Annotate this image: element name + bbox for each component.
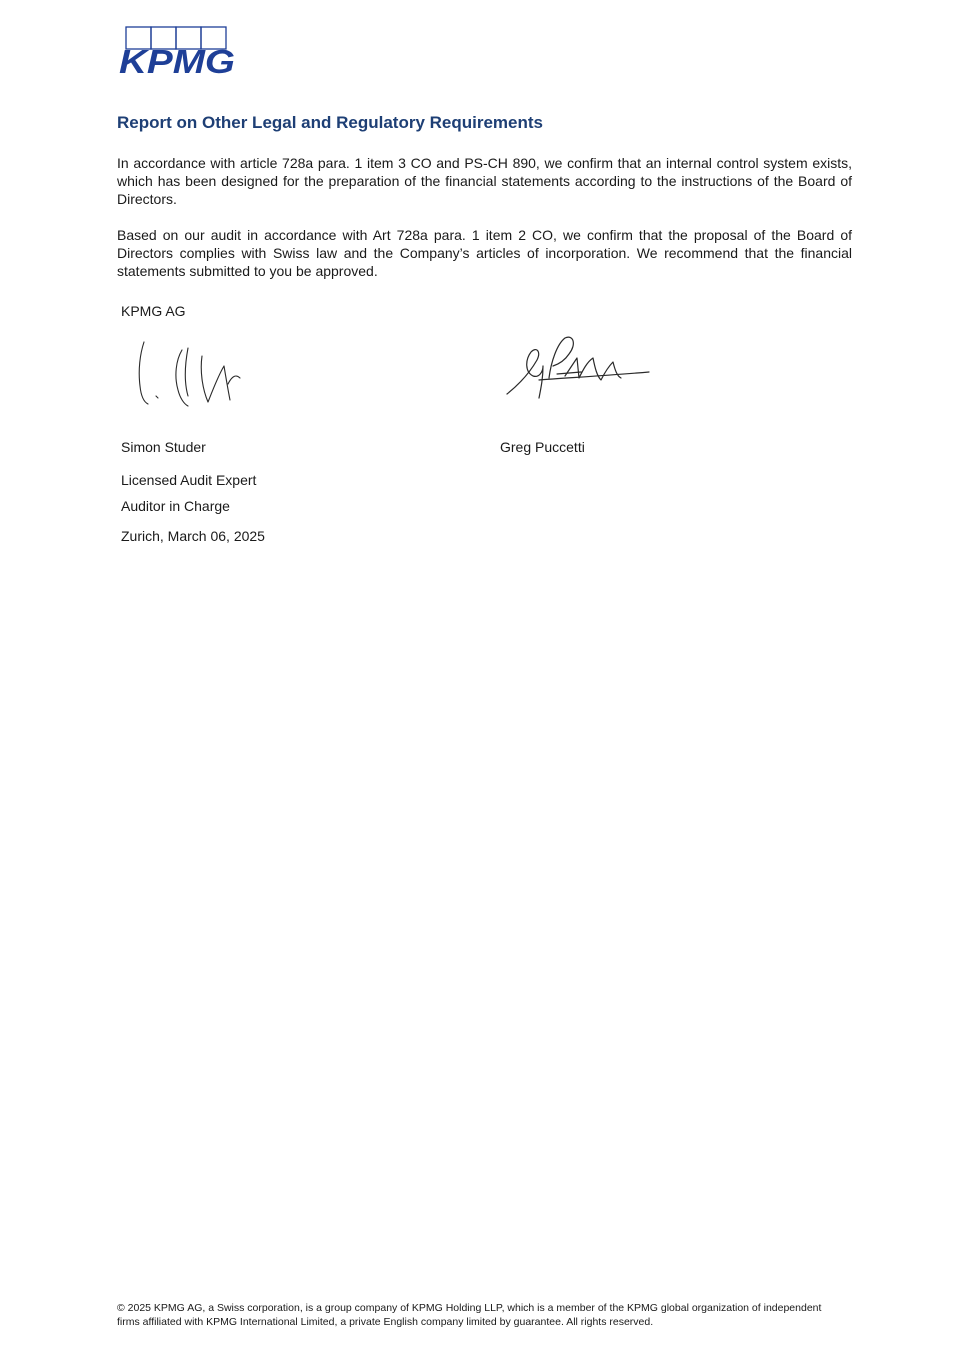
signatory-name-1: Simon Studer: [121, 439, 206, 455]
copyright-footer: © 2025 KPMG AG, a Swiss corporation, is a group company of KPMG Holding LLP, which is a member of the KPMG global organization of independent firms affiliated with KPMG International Limited, a private English company limited by guarantee. All rights reserved.: [117, 1302, 822, 1328]
signature-greg-puccetti: [503, 334, 653, 404]
svg-text:KPMG: KPMG: [119, 43, 235, 76]
place-and-date: Zurich, March 06, 2025: [121, 528, 265, 544]
paragraph-internal-control: In accordance with article 728a para. 1 item 3 CO and PS-CH 890, we confirm that an internal control system exists, which has been designed for the preparation of the financial statements according to the instructions of the Board of Directors.: [117, 155, 852, 207]
signatory-title-auditor-in-charge: Auditor in Charge: [121, 498, 230, 514]
kpmg-logo: [118, 26, 240, 76]
signature-simon-studer: [132, 336, 250, 410]
firm-name: KPMG AG: [121, 303, 186, 319]
signatory-title-licensed-audit-expert: Licensed Audit Expert: [121, 472, 257, 488]
paragraph-board-proposal: Based on our audit in accordance with Art 728a para. 1 item 2 CO, we confirm that the proposal of the Board of Directors complies with Swiss law and the Company’s articles of incorporation. We recommend that the financial statements submitted to you be approved.: [117, 227, 852, 279]
signatory-name-2: Greg Puccetti: [500, 439, 585, 455]
report-heading: Report on Other Legal and Regulatory Requirements: [117, 113, 544, 132]
